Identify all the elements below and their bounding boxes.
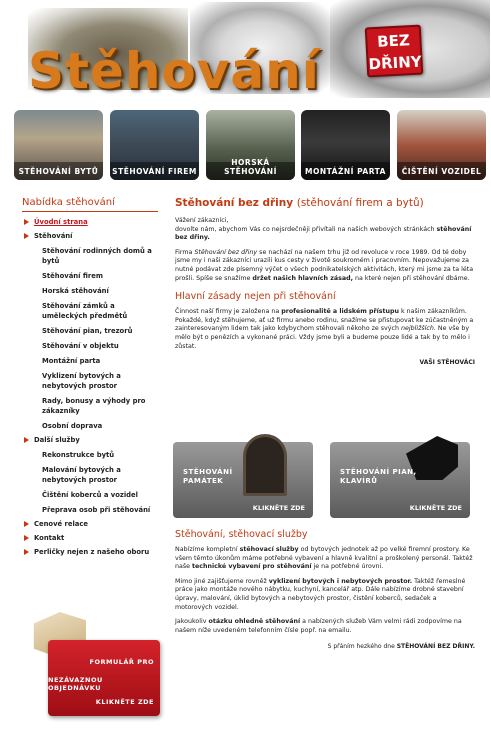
service-tiles [14, 110, 486, 180]
section-heading-principles: Hlavní zásady nejen při stěhování [175, 291, 336, 303]
door-icon [243, 434, 287, 496]
tile-label: STĚHOVÁNÍ BYTŮ [18, 167, 99, 176]
contact-text-b: a nabízených služeb Vám velmi rádi zodpovíme na našem níže uvedeném telefonním čísle popř. na emailu. [175, 618, 462, 634]
services-bold: stěhovací služby [239, 546, 299, 553]
services-text-b: od bytových jednotek až po velké firemní prostory. Ke všem těmto úkonům máme potřebné vybavení a hlavně kvalitní a proškolený personál. Taktéž naše [175, 546, 473, 571]
tile-stehovani-bytu[interactable] [14, 110, 103, 180]
nav-cisteni[interactable]: Čištění koberců a vozidel [42, 491, 138, 499]
page-title [175, 197, 475, 209]
banner-title [340, 468, 417, 486]
nav-zamky[interactable]: Stěhování zámků a uměleckých předmětů [42, 302, 128, 320]
nav-malovani[interactable]: Malování bytových a nebytových prostor [42, 466, 121, 484]
banner-title [183, 468, 233, 486]
services-text-a: Nabízíme kompletní [175, 546, 238, 553]
site-logo[interactable]: Stěhování [28, 42, 320, 100]
extra-text-a: Mimo jiné zajišťujeme rovněž [175, 577, 267, 585]
about-text-b: se nachází na našem trhu již od revoluce v roce 1989. Od té doby jsme my i naši zákazníci urazili kus cesty v životě soukromém i pracovním. Nepovažujeme za nutné podávat zde písemný výčet o všech podnikatelských aktivitách, který mi jsme za ta léta prošli. Spíše se snažíme [175, 248, 474, 282]
header [0, 0, 491, 108]
brand-badge [365, 25, 424, 78]
nav-horska[interactable]: Horská stěhování [42, 287, 109, 295]
intro-paragraph [175, 217, 475, 243]
banner-cta[interactable]: KLIKNĚTE ZDE [409, 504, 462, 512]
nav-piana[interactable]: Stěhování pian, trezorů [42, 327, 133, 335]
intro-bold: stěhování bez dřiny. [175, 225, 472, 242]
closing-company: STĚHOVÁNÍ BEZ DŘINY. [396, 643, 475, 651]
main-content [175, 197, 475, 366]
principles-text-b: k našim zákazníkům. Pokaždé, když stěhujeme, ať už firmu anebo rodinu, snažíme se přistupovat ke zúčastněným a zainteresovaným lidem tak jako kdybychom stěhovali někoho ze svých [175, 308, 474, 333]
nav-osobni-doprava[interactable]: Osobní doprava [42, 422, 103, 430]
about-bold: držet našich hlavních zásad, [252, 274, 354, 282]
closing-signature [175, 643, 475, 650]
principles-bold: profesionalitě a lidském přístupu [281, 308, 399, 316]
badge-line1: BEZ [376, 31, 411, 51]
principles-italic: nejbližších. [400, 325, 436, 333]
services-paragraph-2 [175, 578, 475, 612]
nav-perlicky[interactable]: Perličky nejen z našeho oboru [22, 547, 162, 557]
nav-rady-bonusy[interactable]: Rady, bonusy a výhody pro zákazníky [42, 397, 146, 415]
page-title-sub: (stěhování firem a bytů) [296, 197, 424, 209]
contact-bold: otázku ohledně stěhování [208, 618, 301, 626]
banner-title-line1: STĚHOVÁNÍ [183, 468, 233, 476]
order-form-promo[interactable] [28, 612, 162, 718]
intro-text: dovolte nám, abychom Vás co nejsrdečněji přivítali na našich webových stránkách [175, 225, 435, 233]
page-title-main: Stěhování bez dřiny [175, 197, 294, 209]
sidebar [22, 197, 162, 557]
nav-v-objektu[interactable]: Stěhování v objektu [42, 342, 119, 350]
services-section [175, 529, 475, 650]
order-form-banner[interactable] [48, 640, 160, 716]
service-banners [173, 434, 478, 522]
nav-montazni-parta[interactable]: Montážní parta [42, 357, 101, 365]
promo-line2: NEZÁVAZNOU OBJEDNÁVKU [48, 676, 103, 692]
nav-rekonstrukce[interactable]: Rekonstrukce bytů [42, 451, 115, 459]
nav-rodinne-domy[interactable]: Stěhování rodinných domů a bytů [42, 247, 152, 265]
banner-cta[interactable]: KLIKNĚTE ZDE [252, 504, 305, 512]
services-bold-2: technické vybavení pro stěhování [192, 563, 312, 571]
nav-dalsi-sluzby[interactable]: Další služby [22, 435, 162, 445]
nav-preprava-osob[interactable]: Přeprava osob při stěhování [42, 506, 151, 514]
closing-text: S přáním hezkého dne [327, 643, 395, 651]
banner-title-line1: STĚHOVÁNÍ PIAN, [340, 468, 417, 476]
promo-line1: FORMULÁŘ PRO [89, 658, 154, 666]
tile-cisteni-vozidel[interactable] [397, 110, 486, 180]
sidebar-title: Nabídka stěhování [22, 197, 158, 212]
about-paragraph [175, 249, 475, 283]
tile-label: STĚHOVÁNÍ FIREM [112, 167, 197, 176]
nav-firem[interactable]: Stěhování firem [42, 272, 103, 280]
tile-label: HORSKÁ STĚHOVÁNÍ [224, 158, 277, 176]
tile-label: MONTÁŽNÍ PARTA [305, 167, 386, 176]
sidebar-nav [22, 217, 162, 557]
promo-cta: KLIKNĚTE ZDE [95, 698, 154, 706]
tile-montazni-parta[interactable] [301, 110, 390, 180]
extra-text-b: Taktéž řemeslné práce jako montáže nového nábytku, kuchyní, kancelář atp. Dále nabízíme drobné stavební úpravy, malování, úklid bytových a nebytových prostor, čistění koberců, sedaček a motorových vozidel. [175, 577, 466, 611]
about-italic: Stěhování bez dřiny [194, 248, 258, 256]
banner-title-line2: PAMÁTEK [183, 477, 224, 485]
about-text-c: na které nejen při stěhování dbáme. [355, 274, 470, 282]
principles-text-c: Ne vše by mělo být o penězích a vykonané práci. Vždy jsme byli a budeme pouze lidé a tak by to mělo i zůstat. [175, 325, 470, 350]
services-paragraph-1 [175, 546, 475, 572]
section-heading-services: Stěhování, stěhovací služby [175, 529, 308, 540]
greeting: Vážení zákazníci, [175, 217, 229, 224]
nav-vyklizeni[interactable]: Vyklizení bytových a nebytových prostor [42, 372, 121, 390]
services-paragraph-3 [175, 618, 475, 635]
tile-label: ČIŠTĚNÍ VOZIDEL [401, 167, 482, 176]
signature: VAŠI STĚHOVÁCI [419, 359, 475, 367]
extra-bold: vyklizení bytových i nebytových prostor. [268, 577, 413, 585]
banner-stehovani-pian[interactable] [330, 434, 470, 520]
services-text-c: je na potřebné úrovni. [313, 563, 384, 571]
banner-stehovani-pamatek[interactable] [173, 434, 313, 520]
nav-stehovani[interactable]: Stěhování [22, 231, 162, 241]
banner-title-line2: KLAVÍRŮ [340, 477, 378, 485]
nav-kontakt[interactable]: Kontakt [22, 533, 162, 543]
nav-cenove-relace[interactable]: Cenové relace [22, 519, 162, 529]
about-text-a: Firma [175, 248, 193, 256]
tile-stehovani-firem[interactable] [110, 110, 199, 180]
contact-text-a: Jakoukoliv [175, 618, 207, 626]
tile-horska-stehovani[interactable] [206, 110, 295, 180]
nav-uvodni-strana[interactable]: Úvodní strana [22, 217, 162, 227]
principles-paragraph [175, 308, 475, 351]
badge-line2: DŘINY [368, 52, 423, 74]
principles-text-a: Činnost naší firmy je založena na [175, 308, 280, 316]
